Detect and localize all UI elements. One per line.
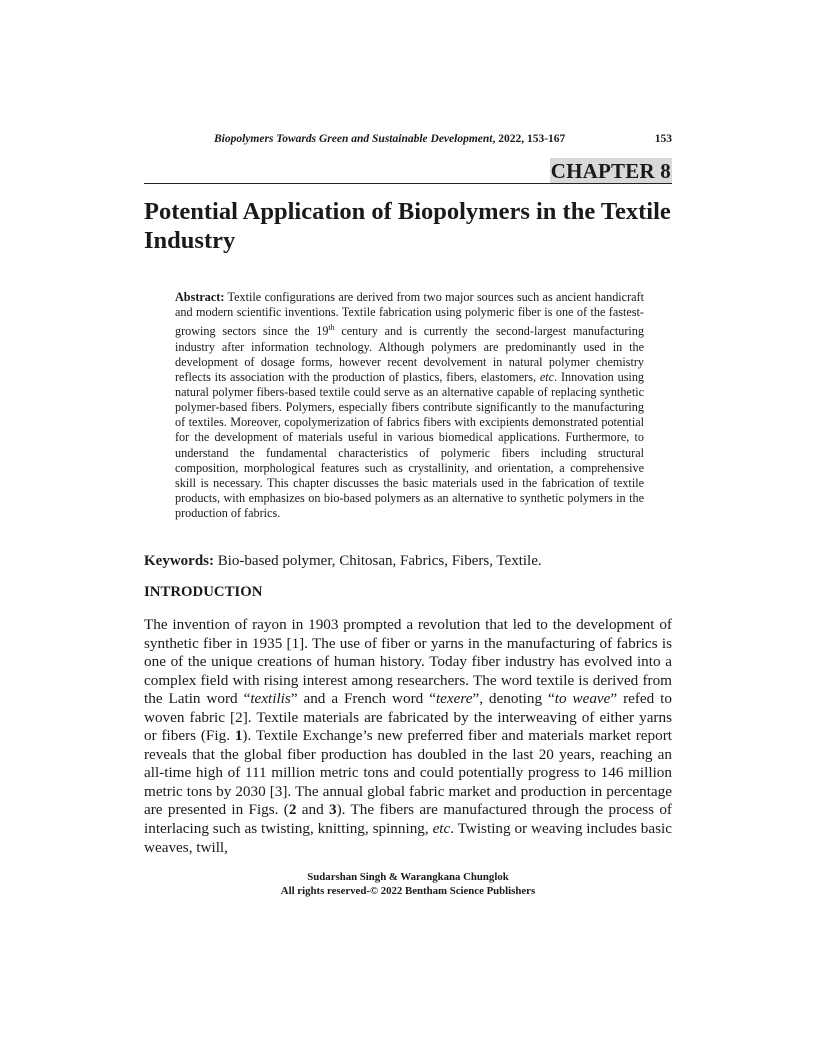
intro-text: ). Textile Exchange’s new preferred fiber and materials market report reveals that the global fiber production has doubled in the last 20 years, reaching an all-time high of 111 million metric tons and could potentially progress to 146 million metric tons by 2030 [3]. The annual global fabric market and production in percentage are presented in Figs. ( [144, 727, 672, 819]
intro-text: The invention of rayon in 1903 prompted a revolution that led to the development of synthetic fiber in 1935 [1]. The use of fiber or yarns in the manufacturing of fabrics is one of the unique creations of human history. Today fiber industry has evolved into a complex field with rising interest among researchers. The word textile is derived from the Latin word “ [144, 616, 672, 708]
keywords [144, 553, 672, 570]
intro-text: ” and a French word “ [290, 690, 436, 708]
section-heading: INTRODUCTION [144, 584, 263, 600]
journal-year-pages: , 2022, 153-167 [492, 133, 566, 145]
chapter-title: Potential Application of Biopolymers in the Textile Industry [144, 198, 671, 254]
journal-citation [214, 133, 565, 145]
intro-italic: texere [435, 690, 473, 708]
footer-authors: Sudarshan Singh & Warangkana Chunglok [307, 871, 509, 883]
abstract-label: Abstract: [175, 290, 225, 304]
introduction-paragraph [144, 616, 672, 857]
header-rule [144, 183, 672, 184]
abstract [175, 290, 644, 521]
intro-text: . Twisting or weaving includes basic weaves, twill, [144, 820, 672, 856]
intro-italic: textilis [250, 690, 291, 708]
chapter-label: CHAPTER 8 [550, 159, 671, 183]
running-head [144, 133, 672, 149]
intro-text: ). The fibers are manufactured through the process of interlacing such as twisting, knitting, spinning, [144, 801, 672, 838]
figure-ref: 3 [329, 801, 337, 819]
keywords-label: Keywords: [144, 553, 214, 569]
figure-ref: 1 [234, 727, 243, 745]
abstract-text-3: . Innovation using natural polymer fibers-based textile could serve as an alternative capable of replacing synthetic polymer-based fibers. Polymers, especially fibers contribute significantly to the manufacturing of textiles. Moreover, copolymerization of fabrics fibers with excipients demonstrated potential for the development of materials useful in various biomedical applications. Furthermore, to understand the fundamental characteristics of polymeric fibers including structural composition, morphological features such as crystallinity, and orientation, a comprehensive skill is necessary. This chapter discusses the basic materials used in the fabrication of textile products, with emphasizes on bio-based polymers as an alternative to synthetic polymers in the production of fabrics. [175, 369, 645, 521]
intro-italic: etc [432, 820, 451, 838]
abstract-superscript: th [328, 323, 335, 333]
footer-rights: All rights reserved-© 2022 Bentham Science Publishers [280, 884, 536, 897]
page-number: 153 [654, 133, 672, 145]
keywords-text: Bio-based polymer, Chitosan, Fabrics, Fibers, Textile. [214, 553, 542, 569]
journal-title: Biopolymers Towards Green and Sustainable Development [214, 133, 493, 145]
intro-text: ”, denoting “ [472, 690, 555, 708]
page-footer [144, 871, 672, 898]
intro-text: and [296, 801, 330, 819]
intro-text: ” refed to woven fabric [2]. Textile materials are fabricated by the interweaving of either yarns or fibers (Fig. [144, 690, 672, 745]
figure-ref: 2 [288, 801, 297, 819]
abstract-text-1: Textile configurations are derived from two major sources such as ancient handicraft and modern scientific inventions. Textile fabrication using polymeric fiber is one of the fastest-growing sectors since the 19 [175, 290, 644, 339]
abstract-text-2: century and is currently the second-largest manufacturing industry after information technology. Although polymers are predominantly used in the development of dosage forms, however recent devolvement in natural polymer chemistry reflects its association with the production of plastics, fibers, elastomers, [175, 324, 644, 384]
abstract-etc: etc [539, 369, 555, 384]
intro-italic: to weave [554, 690, 611, 708]
